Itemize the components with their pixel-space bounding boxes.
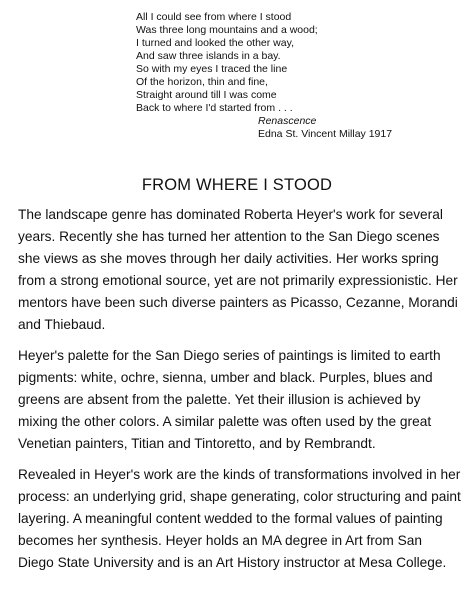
epigraph-poem (136, 11, 436, 141)
text-line: pigments: white, ochre, sienna, umber and black. Purples, blues and (18, 370, 433, 385)
poem-line: Straight around till I was come (136, 89, 277, 101)
text-line: Venetian painters, Titian and Tintoretto, and by Rembrandt. (18, 436, 376, 451)
poem-line: So with my eyes I traced the line (136, 63, 288, 75)
paragraph-palette (18, 345, 464, 455)
text-line: The landscape genre has dominated Roberta Heyer's work for several (18, 207, 443, 222)
poem-source: Renascence (258, 115, 317, 127)
poem-line: All I could see from where I stood (136, 11, 292, 23)
paragraph-process (18, 464, 464, 574)
text-line: greens are absent from the palette. Yet their illusion is achieved by (18, 392, 421, 407)
text-line: Heyer's palette for the San Diego series of paintings is limited to earth (18, 348, 441, 363)
paragraph-intro (18, 204, 464, 336)
text-line: from a strong emotional source, yet are not primarily expressionistic. Her (18, 273, 458, 288)
text-line: process: an underlying grid, shape generating, color structuring and paint (18, 489, 461, 504)
poem-line: Of the horizon, thin and fine, (136, 76, 268, 88)
text-line: layering. A meaningful content wedded to the formal values of painting (18, 511, 443, 526)
poem-line: And saw three islands in a bay. (136, 50, 281, 62)
text-line: Revealed in Heyer's work are the kinds of transformations involved in her (18, 467, 461, 482)
text-line: mixing the other colors. A similar palette was often used by the great (18, 414, 432, 429)
poem-author: Edna St. Vincent Millay 1917 (258, 128, 393, 140)
poem-line: Was three long mountains and a wood; (136, 24, 318, 36)
text-line: mentors have been such diverse painters as Picasso, Cezanne, Morandi (18, 295, 458, 310)
text-line: Diego State University and is an Art History instructor at Mesa College. (18, 555, 447, 570)
text-line: she views as she moves through her daily activities. Her works spring (18, 251, 439, 266)
poem-line: Back to where I'd started from . . . (136, 102, 293, 114)
poem-line: I turned and looked the other way, (136, 37, 294, 49)
page-title: FROM WHERE I STOOD (141, 176, 333, 194)
text-line: becomes her synthesis. Heyer holds an MA degree in Art from San (18, 533, 422, 548)
text-line: and Thiebaud. (18, 317, 106, 332)
text-line: years. Recently she has turned her attention to the San Diego scenes (18, 229, 440, 244)
article-body (18, 204, 464, 583)
